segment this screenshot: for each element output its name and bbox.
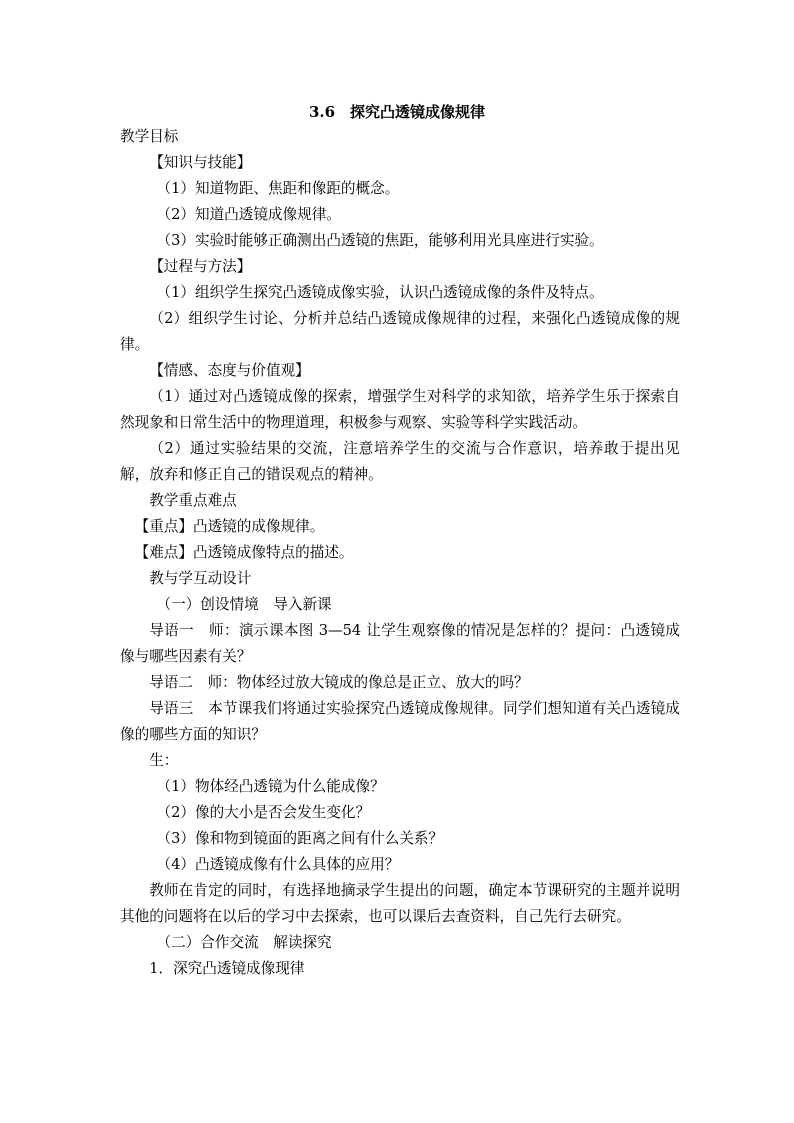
knowledge-item: （1）知道物距、焦距和像距的概念。 [156, 180, 400, 197]
document-body [120, 124, 680, 982]
objectives-heading: 教学目标 [120, 128, 179, 145]
intro-paragraph: 导语二 师：物体经过放大镜成的像总是正立、放大的吗？ [149, 674, 529, 691]
emotion-item: （2）通过实验结果的交流，注意培养学生的交流与合作意识，培养敢于提出见解，放弃和修正自己的错误观点的精神。 [120, 440, 680, 483]
interaction-heading: 教与学互动设计 [149, 570, 252, 587]
emotion-heading: 【情感、态度与价值观】 [149, 362, 310, 379]
process-item: （1）组织学生探究凸透镜成像实验，认识凸透镜成像的条件及特点。 [156, 284, 604, 301]
intro-paragraph: 导语一 师：演示课本图 3—54 让学生观察像的情况是怎样的？提问：凸透镜成像与哪些因素有关？ [120, 622, 680, 665]
page-title: 3.6 探究凸透镜成像规律 [308, 103, 486, 121]
student-question: （1）物体经凸透镜为什么能成像？ [156, 778, 385, 795]
process-item: （2）组织学生讨论、分析并总结凸透镜成像规律的过程，来强化凸透镜成像的规律。 [120, 310, 680, 353]
key-point: 【重点】凸透镜的成像规律。 [134, 518, 325, 535]
knowledge-item: （2）知道凸透镜成像规律。 [156, 206, 341, 223]
difficulty-point: 【难点】凸透镜成像特点的描述。 [134, 544, 354, 561]
section2-heading: （二）合作交流 解读探究 [156, 934, 332, 951]
section2-item: 1．深究凸透镜成像现律 [149, 960, 305, 977]
emotion-item: （1）通过对凸透镜成像的探索，增强学生对科学的求知欲，培养学生乐于探索自然现象和日常生活中的物理道理，积极参与观察、实验等科学实践活动。 [120, 388, 680, 431]
section1-heading: （一）创设情境 导入新课 [156, 596, 332, 613]
teacher-note: 教师在肯定的同时，有选择地摘录学生提出的问题，确定本节课研究的主题并说明其他的问题将在以后的学习中去探索，也可以课后去查资料，自己先行去研究。 [120, 882, 680, 925]
knowledge-heading: 【知识与技能】 [149, 154, 252, 171]
knowledge-item: （3）实验时能够正确测出凸透镜的焦距，能够利用光具座进行实验。 [156, 232, 604, 249]
key-points-heading: 教学重点难点 [149, 492, 237, 509]
student-label: 生： [149, 752, 179, 769]
student-question: （2）像的大小是否会发生变化？ [156, 804, 371, 821]
student-question: （4）凸透镜成像有什么具体的应用？ [156, 856, 400, 873]
student-question: （3）像和物到镜面的距离之间有什么关系？ [156, 830, 444, 847]
intro-paragraph: 导语三 本节课我们将通过实验探究凸透镜成像规律。同学们想知道有关凸透镜成像的哪些方面的知识？ [120, 700, 680, 743]
process-heading: 【过程与方法】 [149, 258, 252, 275]
